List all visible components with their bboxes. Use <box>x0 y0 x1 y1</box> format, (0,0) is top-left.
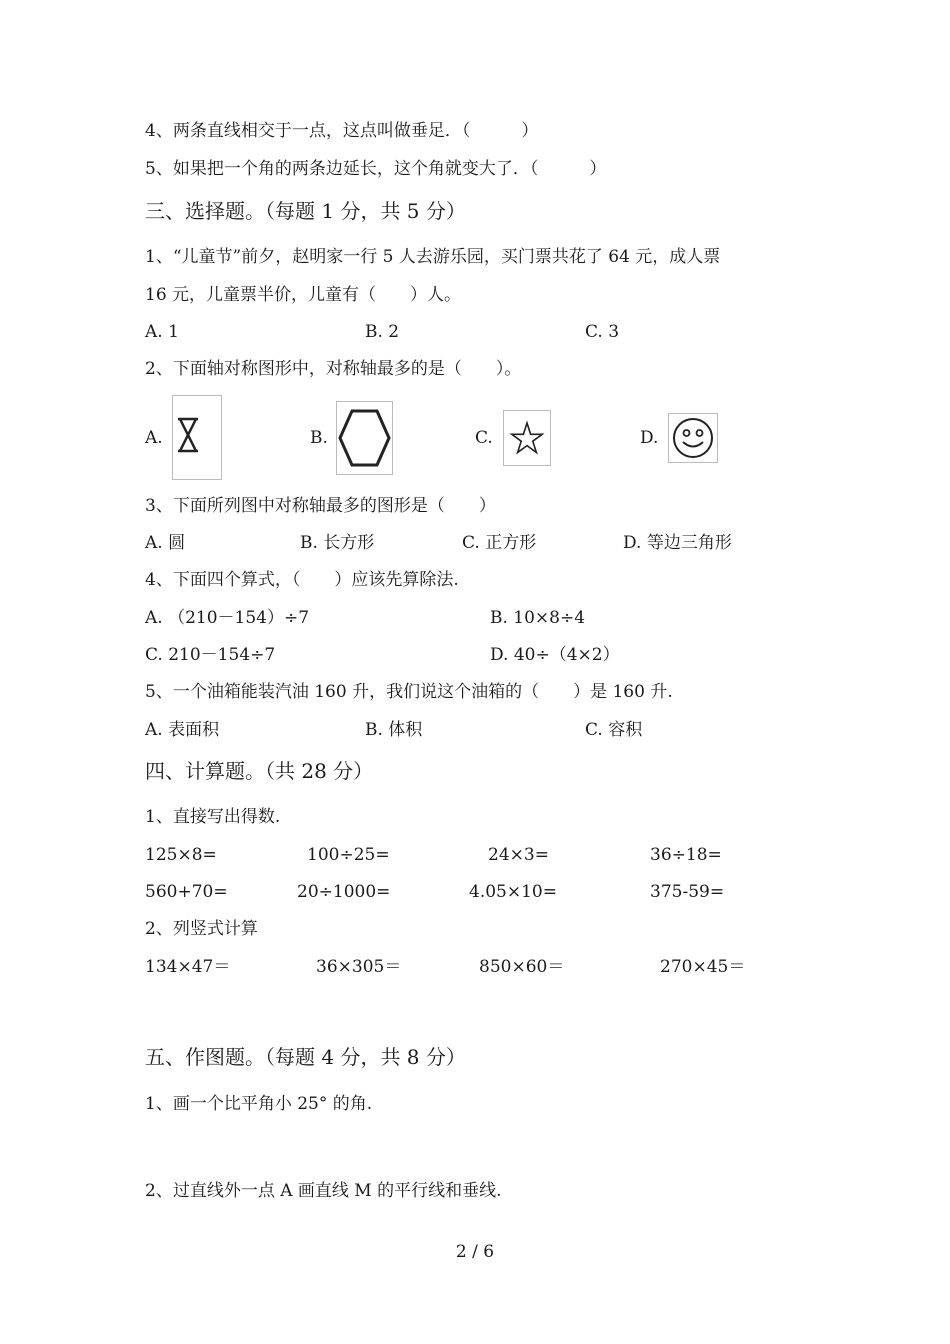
judge-question-5: 5、如果把一个角的两条边延长，这个角就变大了．（ ） <box>145 159 607 179</box>
choice-q5-option-c: C. 容积 <box>585 720 643 740</box>
draw-q1: 1、画一个比平角小 25° 的角. <box>145 1094 373 1114</box>
choice-q3-option-d: D. 等边三角形 <box>623 533 732 553</box>
choice-q1-option-c: C. 3 <box>585 322 620 342</box>
choice-q5-option-b: B. 体积 <box>365 720 423 740</box>
calc-item: 36÷18= <box>650 845 722 865</box>
page-number: 2 / 6 <box>455 1242 495 1262</box>
section-5-title: 五、作图题。（每题 4 分，共 8 分） <box>145 1045 466 1069</box>
choice-q4-option-d: D. 40÷（4×2） <box>490 645 620 665</box>
judge-question-4: 4、两条直线相交于一点，这点叫做垂足．（ ） <box>145 121 539 141</box>
choice-q2-option-d: D. <box>640 428 659 448</box>
choice-q2: 2、下面轴对称图形中，对称轴最多的是（ ）。 <box>145 359 522 379</box>
smiley-icon <box>668 413 718 463</box>
section-4-title: 四、计算题。（共 28 分） <box>145 759 374 783</box>
choice-q2-option-a: A. <box>145 428 163 448</box>
star-icon <box>503 410 551 466</box>
vertical-calc-item: 36×305＝ <box>316 957 402 977</box>
vertical-calc-item: 134×47＝ <box>145 957 231 977</box>
choice-q1-line2: 16 元，儿童票半价，儿童有（ ）人。 <box>145 285 462 305</box>
choice-q1-line1: 1、“儿童节”前夕，赵明家一行 5 人去游乐园，买门票共花了 64 元，成人票 <box>145 247 721 267</box>
calc-item: 100÷25= <box>307 845 390 865</box>
choice-q5: 5、一个油箱能装汽油 160 升，我们说这个油箱的（ ）是 160 升. <box>145 682 673 702</box>
calc-item: 125×8= <box>145 845 217 865</box>
calc-q1: 1、直接写出得数. <box>145 807 281 827</box>
section-3-title: 三、选择题。（每题 1 分，共 5 分） <box>145 199 466 223</box>
choice-q4-option-a: A. （210－154）÷7 <box>145 608 310 628</box>
choice-q1-option-a: A. 1 <box>145 322 179 342</box>
choice-q3-option-c: C. 正方形 <box>462 533 537 553</box>
hourglass-icon <box>172 395 222 480</box>
draw-q2: 2、过直线外一点 A 画直线 M 的平行线和垂线. <box>145 1181 502 1201</box>
choice-q2-option-c: C. <box>475 428 493 448</box>
choice-q3: 3、下面所列图中对称轴最多的图形是（ ） <box>145 496 496 516</box>
vertical-calc-item: 850×60＝ <box>479 957 565 977</box>
calc-q2: 2、列竖式计算 <box>145 919 258 939</box>
vertical-calc-item: 270×45＝ <box>660 957 746 977</box>
calc-item: 375-59= <box>650 882 725 902</box>
calc-item: 560+70= <box>145 882 228 902</box>
calc-item: 20÷1000= <box>297 882 391 902</box>
choice-q5-option-a: A. 表面积 <box>145 720 220 740</box>
choice-q1-option-b: B. 2 <box>365 322 400 342</box>
choice-q3-option-b: B. 长方形 <box>300 533 375 553</box>
choice-q3-option-a: A. 圆 <box>145 533 186 553</box>
choice-q4-option-c: C. 210－154÷7 <box>145 645 276 665</box>
calc-item: 24×3= <box>488 845 549 865</box>
choice-q4: 4、下面四个算式，（ ）应该先算除法. <box>145 570 459 590</box>
hexagon-icon <box>336 401 393 475</box>
calc-item: 4.05×10= <box>469 882 557 902</box>
choice-q2-option-b: B. <box>310 428 328 448</box>
choice-q4-option-b: B. 10×8÷4 <box>490 608 586 628</box>
